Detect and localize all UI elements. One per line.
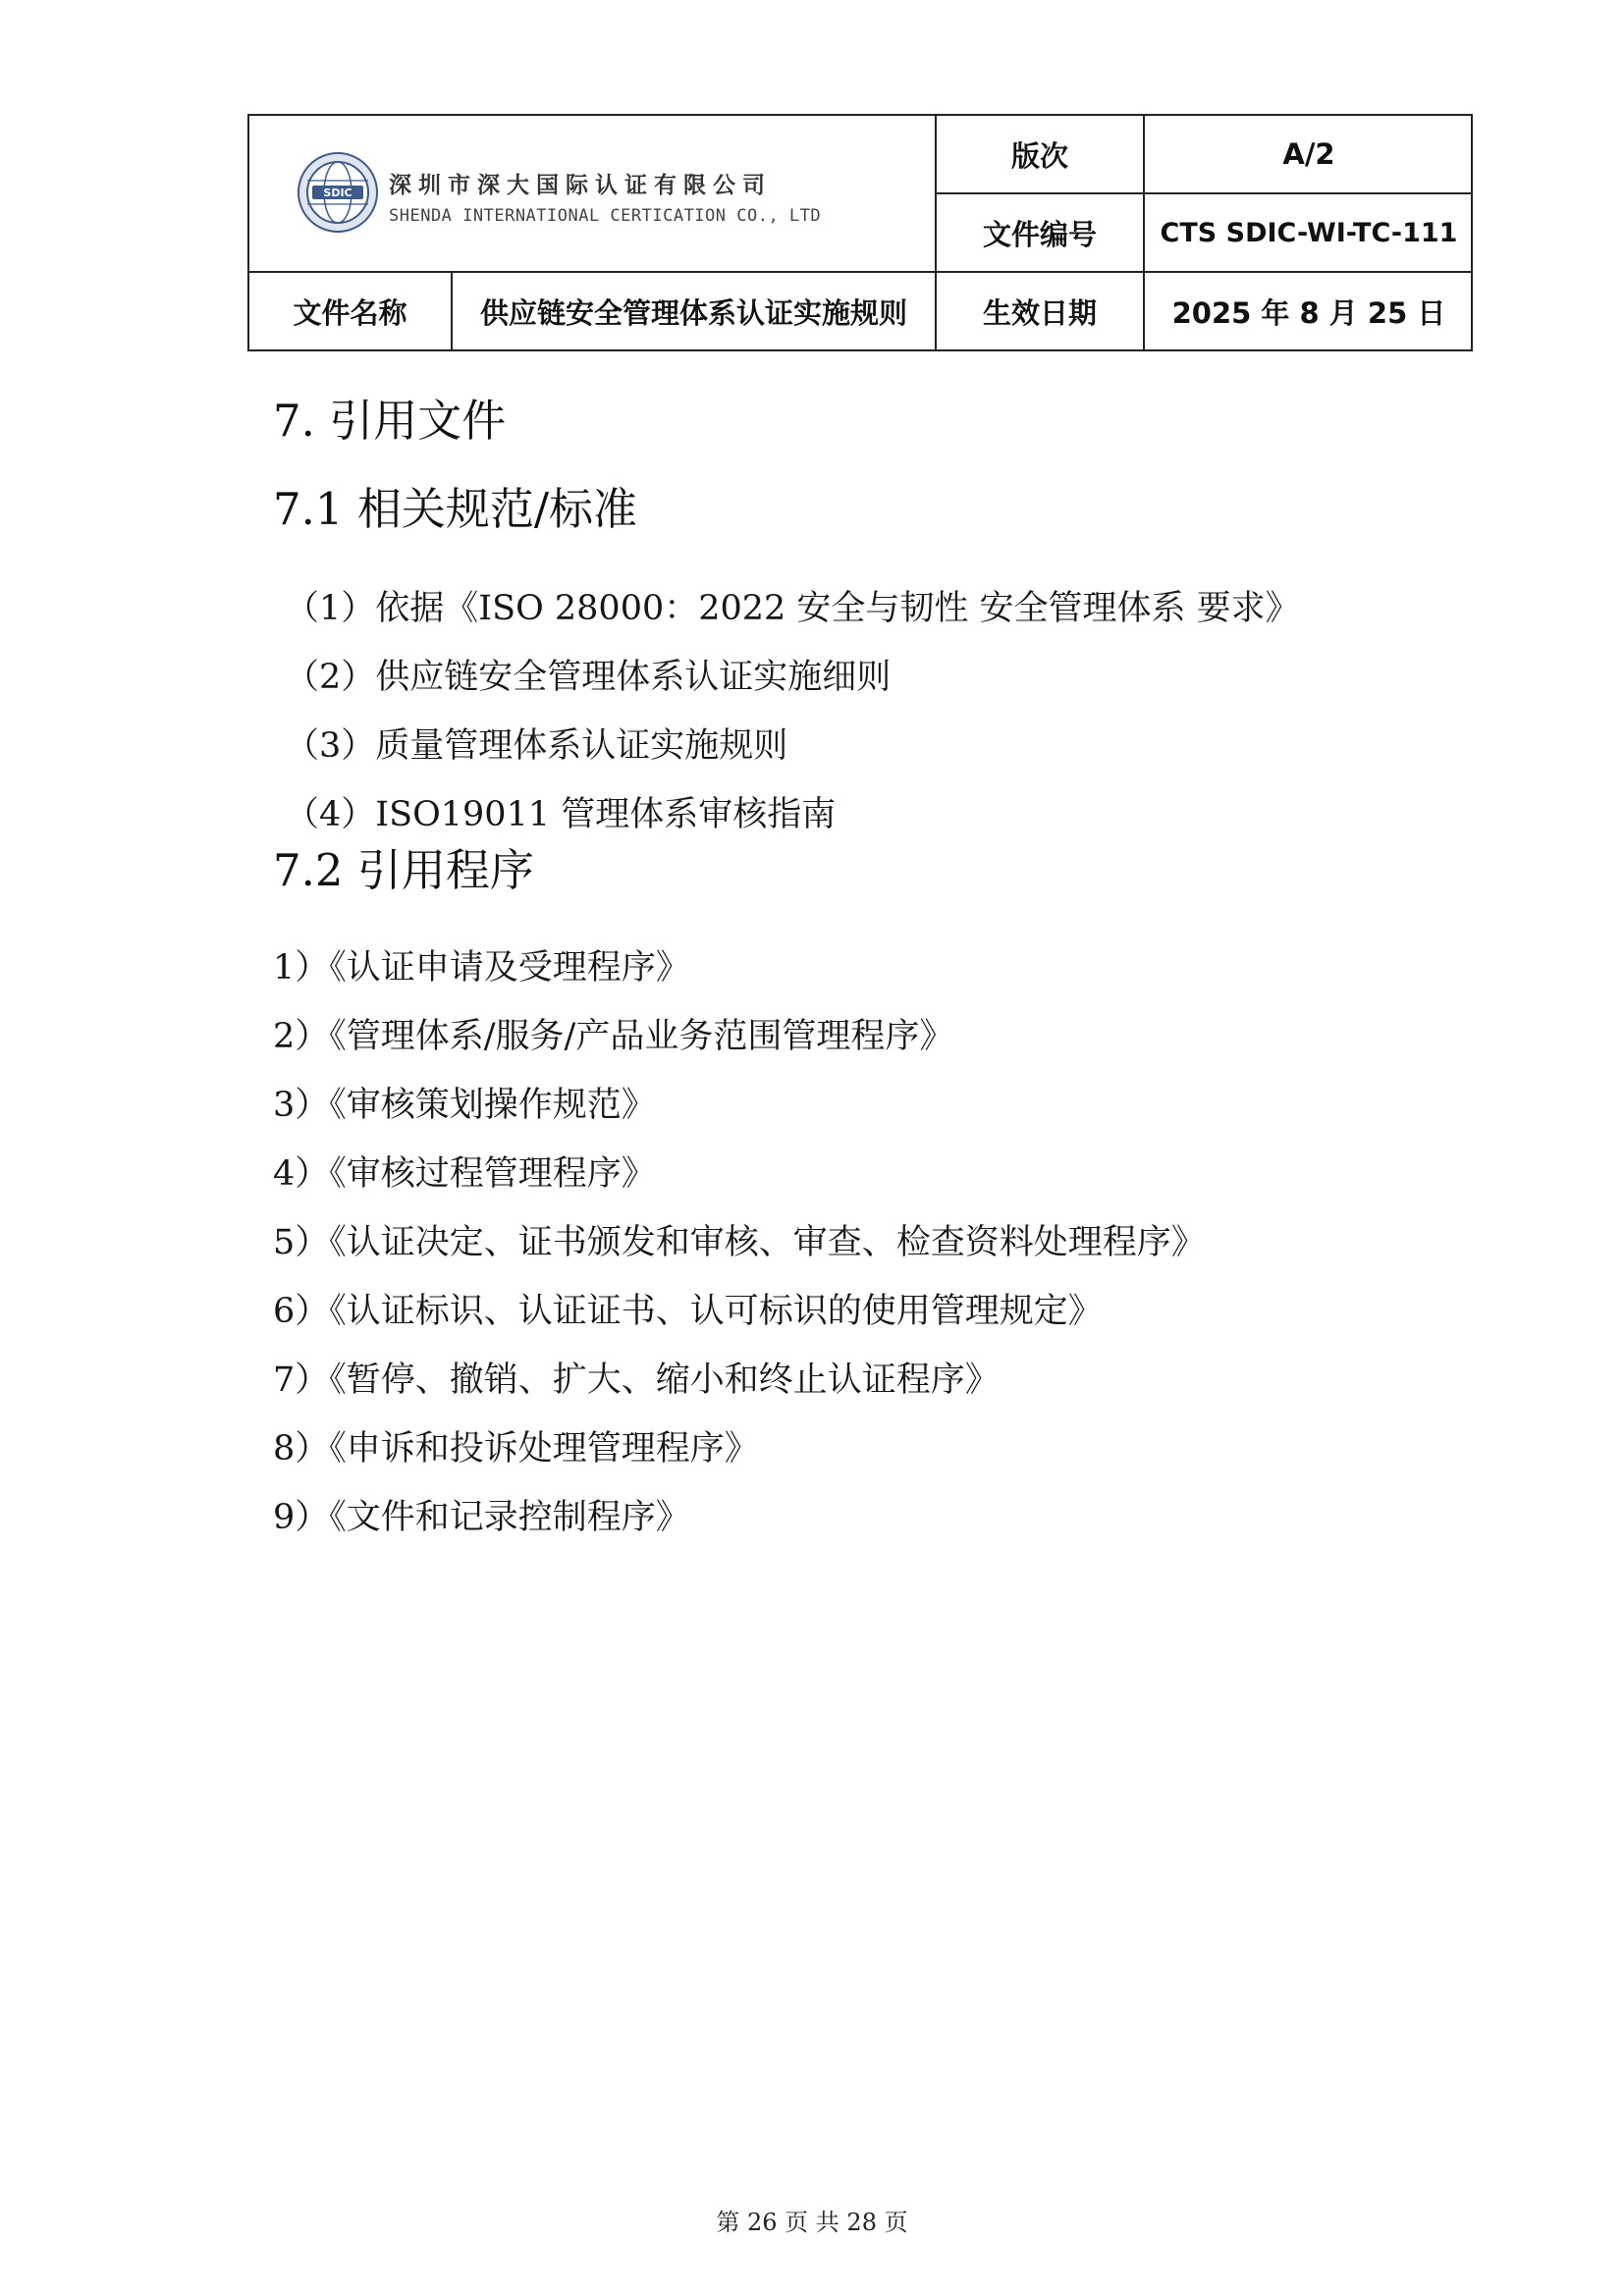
- list-item: 7）《暂停、撤销、扩大、缩小和终止认证程序》: [273, 1361, 1000, 1400]
- list-item: 9）《文件和记录控制程序》: [273, 1498, 690, 1537]
- company-name-en: SHENDA INTERNATIONAL CERTICATION CO., LTD: [389, 206, 822, 226]
- list-item: （4）ISO19011 管理体系审核指南: [285, 795, 837, 834]
- company-name-cn: 深圳市深大国际认证有限公司: [389, 173, 772, 198]
- doc-name-value: 供应链安全管理体系认证实施规则: [479, 295, 907, 330]
- version-label: 版次: [1010, 138, 1068, 173]
- list-item: 5）《认证决定、证书颁发和审核、审查、检查资料处理程序》: [273, 1223, 1206, 1262]
- version-value: A/2: [1282, 137, 1335, 171]
- header-table: [247, 114, 1473, 351]
- section-title: 7. 引用文件: [273, 395, 507, 447]
- company-logo-icon: [297, 151, 379, 234]
- list-item: （2）供应链安全管理体系认证实施细则: [285, 658, 892, 697]
- list-item: 3）《审核策划操作规范》: [273, 1086, 656, 1125]
- company-logo-area: [249, 116, 937, 273]
- page-number: 第 26 页 共 28 页: [716, 2209, 908, 2236]
- subsection-title-procedures: 7.2 引用程序: [273, 844, 534, 896]
- list-item: （3）质量管理体系认证实施规则: [285, 726, 788, 766]
- svg-text:SDIC: SDIC: [323, 187, 352, 199]
- list-item: 1）《认证申请及受理程序》: [273, 948, 690, 988]
- list-item: 4）《审核过程管理程序》: [273, 1154, 656, 1194]
- doc-name-label: 文件名称: [293, 295, 407, 330]
- effective-date-value: 2025 年 8 月 25 日: [1171, 295, 1446, 330]
- list-item: 8）《申诉和投诉处理管理程序》: [273, 1429, 759, 1468]
- list-item: 2）《管理体系/服务/产品业务范围管理程序》: [273, 1017, 954, 1056]
- list-item: （1）依据《ISO 28000：2022 安全与韧性 安全管理体系 要求》: [285, 589, 1300, 628]
- list-item: 6）《认证标识、认证证书、认可标识的使用管理规定》: [273, 1292, 1103, 1331]
- subsection-title-standards: 7.1 相关规范/标准: [273, 483, 638, 535]
- doc-number-value: CTS SDIC-WI-TC-111: [1160, 217, 1458, 248]
- effective-date-label: 生效日期: [982, 295, 1097, 330]
- doc-number-label: 文件编号: [982, 217, 1097, 251]
